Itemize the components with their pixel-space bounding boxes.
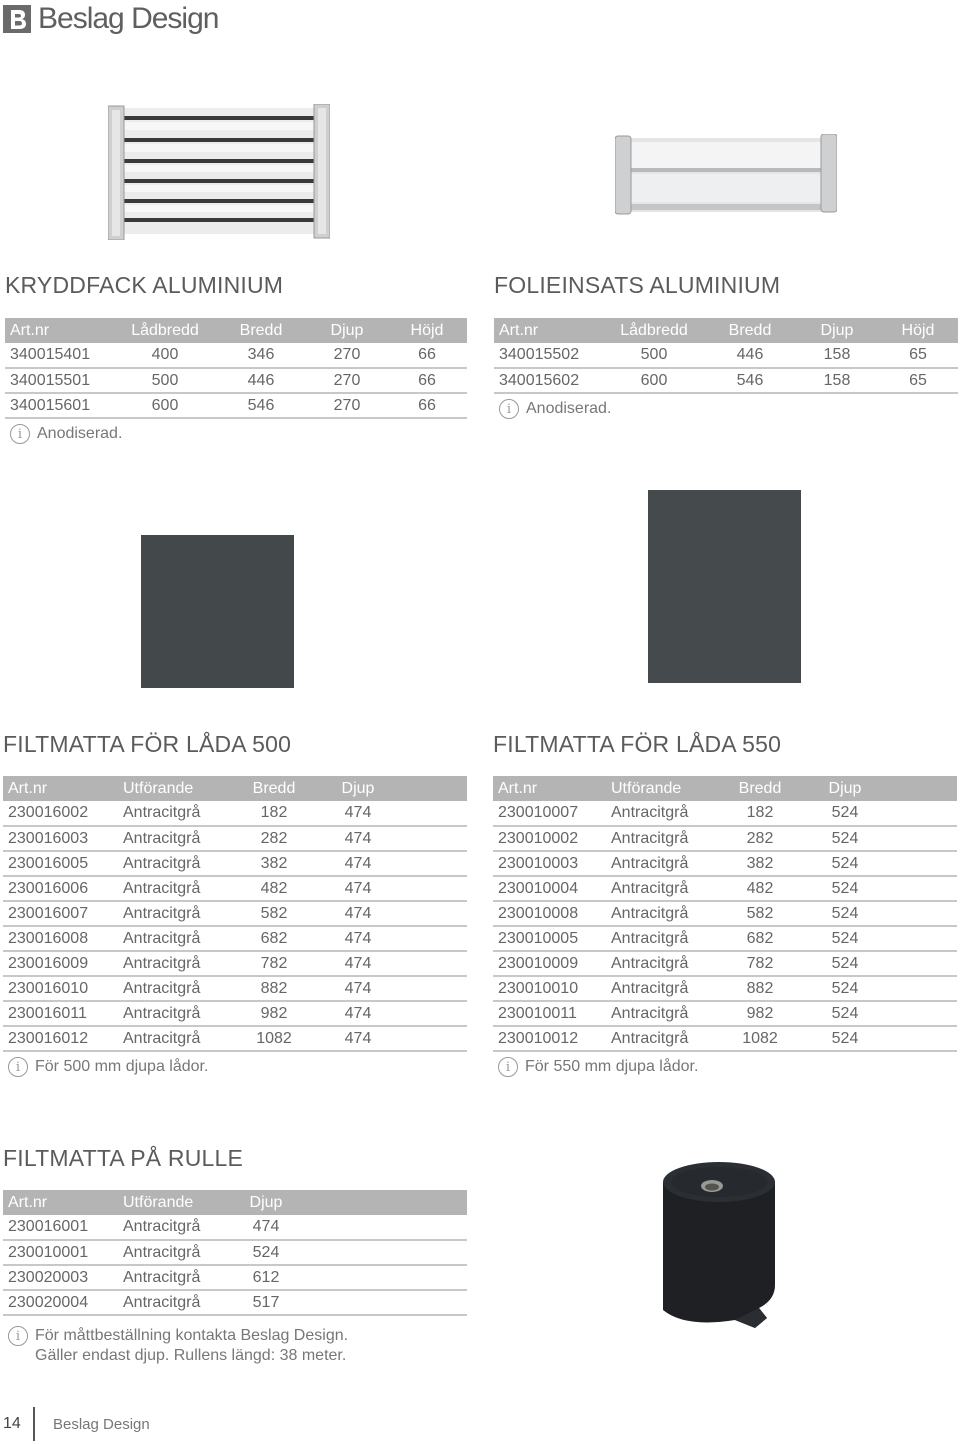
brand-logo	[3, 2, 218, 36]
table-row	[493, 851, 957, 876]
column-header: Utförande	[611, 779, 682, 797]
table-row	[493, 926, 957, 951]
table-cell: 446	[215, 368, 307, 393]
table-cell: 474	[318, 926, 398, 951]
section-folieinsats	[494, 270, 958, 419]
table-row	[493, 901, 957, 926]
table-row	[493, 826, 957, 851]
folieinsats-image	[615, 134, 837, 216]
note-line: För måttbeställning kontakta Beslag Design.	[35, 1327, 349, 1344]
table-cell: 400	[115, 343, 215, 368]
info-icon: i	[8, 1057, 28, 1077]
table-cell: 782	[230, 951, 318, 976]
table-cell: 524	[802, 926, 888, 951]
table-cell: 230016006	[3, 876, 118, 901]
filtmatta-rulle-table	[3, 1190, 467, 1316]
table-cell: Antracitgrå	[606, 1026, 718, 1051]
table-cell: 230020004	[3, 1290, 118, 1315]
table-cell: 782	[718, 951, 802, 976]
table-cell: 230016010	[3, 976, 118, 1001]
table-cell: 982	[718, 1001, 802, 1026]
table-cell: 882	[718, 976, 802, 1001]
table-cell: 446	[704, 343, 796, 368]
table-cell: 230010004	[493, 876, 606, 901]
table-cell: 230016005	[3, 851, 118, 876]
table-row	[493, 1001, 957, 1026]
table-cell: 546	[215, 393, 307, 418]
table-cell: 382	[230, 851, 318, 876]
table-cell: 230016003	[3, 826, 118, 851]
table-header-row	[3, 776, 467, 801]
table-row	[494, 368, 958, 393]
table-row	[3, 926, 467, 951]
table-cell: 474	[318, 876, 398, 901]
info-note	[493, 1057, 957, 1077]
column-header: Djup	[341, 779, 375, 797]
table-cell: 340015602	[494, 368, 604, 393]
table-cell: Antracitgrå	[118, 1240, 234, 1265]
table-cell: Antracitgrå	[118, 1001, 230, 1026]
table-cell: Antracitgrå	[606, 1001, 718, 1026]
table-row	[493, 951, 957, 976]
section-title: KRYDDFACK ALUMINIUM	[5, 272, 284, 298]
column-header: Utförande	[123, 779, 194, 797]
page-footer	[0, 1404, 150, 1444]
table-cell: Antracitgrå	[118, 851, 230, 876]
info-note	[3, 1326, 467, 1366]
table-row	[493, 801, 957, 826]
info-note	[5, 424, 467, 444]
table-cell: 382	[718, 851, 802, 876]
table-cell: 524	[802, 851, 888, 876]
column-header: Art.nr	[498, 779, 538, 797]
table-cell: 230016009	[3, 951, 118, 976]
table-cell: 230010005	[493, 926, 606, 951]
table-header-row	[3, 1190, 467, 1215]
table-cell: 474	[234, 1215, 298, 1240]
info-icon: i	[10, 424, 30, 444]
table-cell: 524	[802, 1026, 888, 1051]
section-filtmatta-550	[493, 729, 957, 1077]
table-cell: 524	[802, 876, 888, 901]
table-cell: 582	[718, 901, 802, 926]
column-header: Bredd	[252, 779, 296, 797]
table-cell: 230010012	[493, 1026, 606, 1051]
table-cell: 882	[230, 976, 318, 1001]
table-row	[3, 976, 467, 1001]
table-cell: 230010011	[493, 1001, 606, 1026]
table-cell: Antracitgrå	[118, 1215, 234, 1240]
table-cell: 982	[230, 1001, 318, 1026]
table-cell: 340015401	[5, 343, 115, 368]
section-title: FILTMATTA PÅ RULLE	[3, 1145, 244, 1171]
note-text: Anodiserad.	[526, 400, 612, 417]
table-cell: 474	[318, 1001, 398, 1026]
table-cell: Antracitgrå	[118, 1026, 230, 1051]
table-cell: Antracitgrå	[606, 851, 718, 876]
table-row	[5, 368, 467, 393]
note-text	[35, 1326, 348, 1366]
felt-mat-500-image	[141, 535, 294, 688]
column-header: Art.nr	[499, 321, 539, 339]
table-cell: Antracitgrå	[606, 976, 718, 1001]
section-filtmatta-500	[3, 729, 467, 1077]
table-cell: 230016002	[3, 801, 118, 826]
table-cell: 1082	[718, 1026, 802, 1051]
column-header: Lådbredd	[131, 321, 199, 339]
table-cell: 474	[318, 801, 398, 826]
table-cell: 158	[796, 368, 878, 393]
table-cell: 230016008	[3, 926, 118, 951]
table-cell: 474	[318, 976, 398, 1001]
kryddfack-image	[108, 104, 330, 240]
table-cell: 524	[802, 951, 888, 976]
table-cell: 524	[802, 1001, 888, 1026]
table-cell: 65	[878, 368, 958, 393]
column-header: Art.nr	[8, 1193, 48, 1211]
table-cell: Antracitgrå	[118, 926, 230, 951]
table-cell: 230016012	[3, 1026, 118, 1051]
table-cell: 66	[387, 393, 467, 418]
column-header: Art.nr	[8, 779, 48, 797]
table-cell: 270	[307, 343, 387, 368]
table-cell: 582	[230, 901, 318, 926]
table-cell: 230020003	[3, 1265, 118, 1290]
table-cell: Antracitgrå	[606, 901, 718, 926]
table-cell: 340015502	[494, 343, 604, 368]
table-cell: Antracitgrå	[118, 1265, 234, 1290]
felt-roll-image	[655, 1160, 785, 1335]
table-cell: Antracitgrå	[118, 901, 230, 926]
table-cell: 524	[234, 1240, 298, 1265]
section-title: FILTMATTA FÖR LÅDA 500	[3, 731, 292, 757]
table-cell: 230010009	[493, 951, 606, 976]
column-header: Lådbredd	[620, 321, 688, 339]
table-row	[3, 826, 467, 851]
column-header: Djup	[330, 321, 364, 339]
table-cell: 182	[230, 801, 318, 826]
table-row	[3, 951, 467, 976]
table-cell: 682	[230, 926, 318, 951]
table-header-row	[5, 318, 467, 343]
table-row	[5, 393, 467, 418]
table-cell: 230010010	[493, 976, 606, 1001]
table-row	[3, 876, 467, 901]
section-title: FILTMATTA FÖR LÅDA 550	[493, 731, 782, 757]
table-cell: 230010003	[493, 851, 606, 876]
table-row	[3, 801, 467, 826]
table-cell: 482	[230, 876, 318, 901]
table-cell: Antracitgrå	[606, 826, 718, 851]
table-cell: 482	[718, 876, 802, 901]
column-header: Höjd	[410, 321, 444, 339]
table-header-row	[494, 318, 958, 343]
table-cell: 517	[234, 1290, 298, 1315]
table-row	[3, 1265, 467, 1290]
table-row	[494, 343, 958, 368]
table-row	[493, 1026, 957, 1051]
column-header: Bredd	[239, 321, 283, 339]
table-cell: 230010008	[493, 901, 606, 926]
table-cell: 230016007	[3, 901, 118, 926]
table-cell: 474	[318, 826, 398, 851]
table-cell: 1082	[230, 1026, 318, 1051]
table-row	[3, 1290, 467, 1315]
table-cell: 524	[802, 976, 888, 1001]
table-cell: 158	[796, 343, 878, 368]
table-cell: 230016011	[3, 1001, 118, 1026]
table-cell: Antracitgrå	[118, 951, 230, 976]
table-row	[3, 851, 467, 876]
page-number: 14	[3, 1415, 21, 1432]
table-cell: 340015501	[5, 368, 115, 393]
info-icon: i	[498, 1057, 518, 1077]
info-icon: i	[499, 399, 519, 419]
table-header-row	[493, 776, 957, 801]
table-cell: 474	[318, 851, 398, 876]
table-cell: 340015601	[5, 393, 115, 418]
column-header: Bredd	[738, 779, 782, 797]
table-cell: 682	[718, 926, 802, 951]
table-row	[3, 1215, 467, 1240]
table-cell: 282	[230, 826, 318, 851]
table-cell: Antracitgrå	[606, 876, 718, 901]
table-row	[3, 1026, 467, 1051]
section-kryddfack	[5, 270, 467, 444]
table-cell: Antracitgrå	[118, 1290, 234, 1315]
table-cell: 600	[604, 368, 704, 393]
felt-mat-550-image	[648, 490, 801, 683]
section-title: FOLIEINSATS ALUMINIUM	[494, 272, 781, 298]
column-header: Höjd	[901, 321, 935, 339]
info-note	[3, 1057, 467, 1077]
table-cell: 182	[718, 801, 802, 826]
column-header: Art.nr	[10, 321, 50, 339]
table-row	[3, 901, 467, 926]
table-cell: 346	[215, 343, 307, 368]
logo-mark-icon	[3, 5, 31, 33]
table-cell: 524	[802, 801, 888, 826]
note-text: För 550 mm djupa lådor.	[525, 1058, 699, 1075]
table-cell: 66	[387, 368, 467, 393]
table-cell: 500	[115, 368, 215, 393]
table-row	[3, 1240, 467, 1265]
table-cell: Antracitgrå	[606, 951, 718, 976]
note-text: För 500 mm djupa lådor.	[35, 1058, 209, 1075]
table-cell: 270	[307, 393, 387, 418]
column-header: Utförande	[123, 1193, 194, 1211]
brand-name: Beslag Design	[38, 2, 219, 35]
column-header: Djup	[828, 779, 862, 797]
section-filtmatta-rulle	[3, 1143, 467, 1366]
table-cell: Antracitgrå	[118, 801, 230, 826]
column-header: Djup	[249, 1193, 283, 1211]
table-cell: 230010001	[3, 1240, 118, 1265]
note-text: Anodiserad.	[37, 425, 123, 442]
table-cell: 230010007	[493, 801, 606, 826]
table-row	[493, 976, 957, 1001]
folieinsats-table	[494, 318, 958, 394]
table-cell: 524	[802, 901, 888, 926]
table-cell: 612	[234, 1265, 298, 1290]
table-cell: 65	[878, 343, 958, 368]
table-cell: 282	[718, 826, 802, 851]
filtmatta-550-table	[493, 776, 957, 1052]
note-line: Gäller endast djup. Rullens längd: 38 meter.	[35, 1347, 347, 1364]
table-row	[3, 1001, 467, 1026]
table-cell: 474	[318, 951, 398, 976]
table-cell: Antracitgrå	[606, 801, 718, 826]
table-cell: Antracitgrå	[118, 826, 230, 851]
table-cell: 474	[318, 901, 398, 926]
column-header: Djup	[820, 321, 854, 339]
table-cell: Antracitgrå	[118, 876, 230, 901]
info-icon: i	[8, 1326, 28, 1346]
table-cell: 546	[704, 368, 796, 393]
footer-divider	[33, 1407, 35, 1441]
table-cell: 474	[318, 1026, 398, 1051]
table-cell: 230010002	[493, 826, 606, 851]
footer-brand: Beslag Design	[53, 1415, 150, 1433]
table-cell: 600	[115, 393, 215, 418]
table-cell: Antracitgrå	[606, 926, 718, 951]
table-cell: 230016001	[3, 1215, 118, 1240]
info-note	[494, 399, 958, 419]
column-header: Bredd	[728, 321, 772, 339]
table-row	[493, 876, 957, 901]
table-cell: Antracitgrå	[118, 976, 230, 1001]
filtmatta-500-table	[3, 776, 467, 1052]
table-cell: 524	[802, 826, 888, 851]
table-cell: 66	[387, 343, 467, 368]
table-cell: 270	[307, 368, 387, 393]
table-row	[5, 343, 467, 368]
kryddfack-table	[5, 318, 467, 419]
table-cell: 500	[604, 343, 704, 368]
